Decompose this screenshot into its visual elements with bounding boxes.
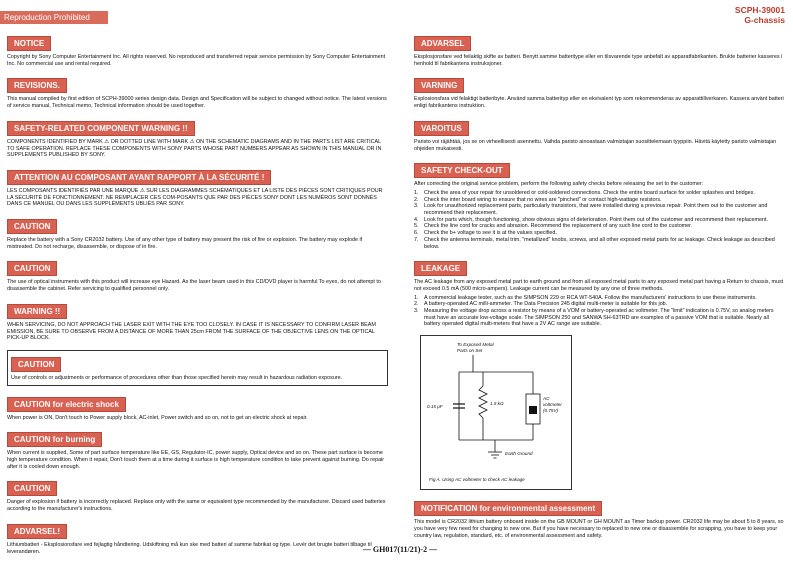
notice-text: Copyright by Sony Computer Entertainment Inc. All rights reserved. No reproduced and transferred repair service permission by Sony Computer Entertainment Inc. No commercial use and rental required. <box>7 54 386 67</box>
varning-heading: VARNING <box>414 78 464 93</box>
burning-heading: CAUTION for burning <box>7 432 102 447</box>
burning-section <box>7 429 388 470</box>
warning-heading: WARNING !! <box>7 304 67 319</box>
varoitus-section <box>414 118 785 152</box>
voltmeter-label-3: (0.75V) <box>543 408 559 414</box>
safety-text: COMPONENTS IDENTIFIED BY MARK ⚠ OR DOTTED LINE WITH MARK ⚠ ON THE SCHEMATIC DIAGRAMS AND IN THE PARTS LIST ARE CRITICAL TO SAFE OPERATION. REPLACE THESE COMPONENTS WITH SONY PARTS WHOSE PART NUMBERS APPEAR AS SHOWN IN THIS MANUAL OR IN SUPPLEMENTS PUBLISHED BY SONY. <box>7 138 382 159</box>
list-number: 3. <box>414 308 419 315</box>
caution-optical-text: The use of optical instruments with this product will increase eye Hazard. As the laser beam used in this CD/DVD player is harmful To eyes, do not attempt to disassemble the cabinet. Refer servicing to qualified personnel only. <box>7 279 381 293</box>
attention-text: LES COMPOSANTS IDENTIFIÉS PAR UNE MARQUE ⚠ SUR LES DIAGRAMMES SCHÉMATIQUES ET LA LISTE DES PIÈCES SONT CRITIQUES POUR LA SÉCURITÉ DE FONCTIONNEMENT. NE REMPLACER CES COM-POSANTS QUE PAR DES PIÈCES SONY DONT LES NUMÉROS SONT DONNÉS DANS CE MANUEL OU DANS LES SUPPLÉMENTS UBLIÉS PAR SONY. <box>7 187 383 208</box>
leakage-section <box>414 258 785 490</box>
attention-section <box>7 167 388 208</box>
list-item <box>414 190 785 197</box>
figure-label-top-1: To Exposed Metal <box>457 342 494 348</box>
list-number: 7. <box>414 236 419 243</box>
shock-text: When power is ON, Don't touch to Power supply block, AC-inlet, Power switch and so on, not to get an electric shock at repair. <box>7 414 308 421</box>
advarsel-danish-text: Lithiumbatteri - Eksplosionsfare ved fejlagtig håndtering. Udskiftning må kun ske med batteri af samme fabrikat og type. Levér det brugte batteri tilbage til leverandøren. <box>7 541 372 555</box>
voltmeter-display <box>529 406 537 414</box>
notification-text: This model is CR2032 lithium battery onboard inside on the GB MOUNT or GH MOUNT as Timer backup power. CR2032 life may be about 5 to 8 years, so you have very few need for changing to new one. But if you have necessary to replaced to new one or disassemble for scrapping, you have to keep your country law, regulation, standard, etc. of environmental assessment and safety. <box>414 519 784 539</box>
list-text: Check the inter board wiring to ensure that no wires are "pinched" or contact high-wattage resistors. <box>424 196 662 203</box>
list-text: Look for unauthorized replacement parts, particularly transistors, that were installed during a previous repair. Point them out to the customer and recommend their replacement. <box>424 203 768 217</box>
shock-section <box>7 394 388 422</box>
list-item <box>414 203 785 216</box>
chassis-name: G-chassis <box>744 15 785 25</box>
notification-section <box>414 498 785 539</box>
caution-battery-text: Replace the battery with a Sony CR2032 battery. Use of any other type of battery may present the risk of fire or explosion. The battery may explode if mistreated. Do not recharge, disassemble, or dispose of in fire. <box>7 237 363 250</box>
leakage-heading: LEAKAGE <box>414 261 467 276</box>
figure-caption: Fig A. Using AC voltmeter to check AC leakage <box>429 477 525 483</box>
list-item <box>414 223 785 230</box>
ground-label: Earth Ground <box>505 451 533 457</box>
advarsel-norwegian-heading: ADVARSEL <box>414 36 471 51</box>
varoitus-heading: VAROITUS <box>414 121 469 136</box>
list-number: 1. <box>414 189 419 196</box>
caution-battery-section <box>7 216 388 250</box>
attention-heading: ATTENTION AU COMPOSANT AYANT RAPPORT À LA SÉCURITÉ ! <box>7 170 271 185</box>
leakage-figure <box>420 335 572 490</box>
revisions-section <box>7 75 388 109</box>
page-footer: — GH017(11/21)-2 — <box>362 545 438 554</box>
shock-heading: CAUTION for electric shock <box>7 397 126 412</box>
safety-heading: SAFETY-RELATED COMPONENT WARNING !! <box>7 121 195 136</box>
warning-section <box>7 301 388 342</box>
voltmeter-label-1: AC <box>543 396 550 402</box>
advarsel-danish-heading: ADVARSEL! <box>7 524 67 539</box>
caution-explosion-heading: CAUTION <box>7 481 57 496</box>
caution-controls-heading: CAUTION <box>11 357 61 372</box>
varning-text: Explosionsfara vid felaktigt batteribyte. Använd samma batterityp eller en ekvivalent typ som rekommenderas av apparattillverkaren. Kassera använt batteri enligt fabrikantens instruktion. <box>414 96 784 110</box>
figure-label-top-2: Parts on Set <box>457 348 483 354</box>
list-item <box>414 197 785 204</box>
list-text: A commercial leakage tester, such as the SIMPSON 229 or RCA WT-540A. Follow the manufacturers' instructions to use these instruments. <box>424 294 757 301</box>
caution-controls-section <box>7 350 388 386</box>
list-text: A battery-operated AC milli-ammeter. The Data Precision 245 digital multi-meter is suitable for this job. <box>424 301 668 308</box>
caution-optical-section <box>7 258 388 292</box>
notice-section <box>7 33 388 67</box>
warning-text: WHEN SERVICING, DO NOT APPROACH THE LASER EXIT WITH THE EYE TOO CLOSELY. IN CASE IT IS NECESSARY TO CONFIRM LASER BEAM EMISSION, BE SURE TO OBSERVE FROM A DISTANCE OF MORE THAN 25cm FROM THE SURFACE OF THE OBJECTIVE LENS ON THE OPTICAL PICK-UP BLOCK. <box>7 321 376 342</box>
list-number: 5. <box>414 223 419 230</box>
revisions-text: This manual compiled by first edition of SCPH-39000 series design data. Design and Specification will be subject to changed without notice. The latest versions of service manual, Technical memo, Technical information should be used together. <box>7 96 387 110</box>
list-number: 2. <box>414 301 419 308</box>
list-item <box>414 237 785 250</box>
capacitor-label: 0.15 μF <box>427 404 443 410</box>
advarsel-norwegian-text: Eksplosjonsfare ved feilaktig skifte av batteri. Benytt samme batteritype eller en tilsvarende type anbefalt av apparatfabrikanten. Brukte batterier kasseres i henhold til fabrikantens instruksjoner. <box>414 54 783 67</box>
reproduction-stamp: Reproduction Prohibited <box>0 11 108 24</box>
varning-section <box>414 75 785 109</box>
list-number: 3. <box>414 203 419 210</box>
list-item <box>414 301 785 308</box>
list-text: Check the antenna terminals, metal trim, "metallized" knobs, screws, and all other exposed metal parts for ac leakage. Check leakage as described below. <box>424 236 775 250</box>
list-text: Measuring the voltage drop across a resistor by means of a VOM or battery-operated ac voltmeter. The "limit" indication is 0.75V, so analog meters must have an accurate low-voltage scale. The SIMPSON 250 and SANWA SH-63TRD are examples of a passive VOM that is suitable. Nearly all battery operated digital multi-meters that have a 2V AC range are suitable. <box>424 308 774 328</box>
list-number: 1. <box>414 294 419 301</box>
caution-battery-heading: CAUTION <box>7 219 57 234</box>
left-column <box>7 33 388 561</box>
model-number: SCPH-39001 <box>734 5 785 15</box>
leakage-intro: The AC leakage from any exposed metal part to earth ground and from all exposed metal parts to any exposed metal part having a Return to chassis, must not exceed 0.5 mA (500 micro-ampers). Leakage current can be measured by any one of three methods. <box>414 279 784 292</box>
list-text: Check the area of your repair for unsoldered or cold-soldered connections. Check the entire board surface for solder splashes and bridges. <box>424 189 755 196</box>
advarsel-norwegian-section <box>414 33 785 67</box>
list-text: Check the b+ voltage to see it is at the values specified. <box>424 230 557 237</box>
resistor-symbol <box>479 386 487 418</box>
caution-controls-text: Use of controls or adjustments or performance of procedures other than those specified herein may result in hazardous radiation exposure. <box>11 374 343 381</box>
list-item <box>414 308 785 328</box>
caution-optical-heading: CAUTION <box>7 261 57 276</box>
right-column <box>414 33 785 547</box>
model-header <box>735 5 785 25</box>
list-item <box>414 217 785 224</box>
list-text: Check the line cord for cracks and abrasion. Recommend the replacement of any such line cord to the customer. <box>424 223 693 230</box>
leakage-list <box>414 295 785 329</box>
checkout-section <box>414 160 785 250</box>
list-number: 6. <box>414 230 419 237</box>
varoitus-text: Paristo voi räjähtää, jos se on virheellisesti asennettu. Vaihda paristo ainoastaan valmistajan suosittelemaan tyyppiin. Hävitä käytetty paristo valmistajan ohjeiden mukaisesti. <box>414 138 777 152</box>
voltmeter-label-2: voltmeter <box>543 402 562 408</box>
list-number: 4. <box>414 216 419 223</box>
resistor-label: 1.5 kΩ <box>490 401 504 407</box>
notice-heading: NOTICE <box>7 36 51 51</box>
list-text: Look for parts which, though functioning, show obvious signs of deterioration. Point them out of the customer and recommend their replacement. <box>424 216 768 223</box>
burning-text: When current is supplied, Some of part surface temperature like EE, GS, Regulator-IC, power supply, Optical device and so on. These part surface is become high temperature condition. When it repair, Don't touch them at a time during it surface is high temperature condition to take prevent against burning. Do repair after it is cooled down enough. <box>7 450 385 470</box>
checkout-intro: After correcting the original service problem, perform the following safety checks before releasing the set to the customer: <box>414 181 704 188</box>
revisions-heading: REVISIONS. <box>7 78 67 93</box>
checkout-heading: SAFETY CHECK-OUT <box>414 163 510 178</box>
notification-heading: NOTIFICATION for environmental assessment <box>414 501 602 516</box>
leakage-circuit-diagram <box>421 336 571 489</box>
caution-explosion-section <box>7 478 388 512</box>
safety-section <box>7 118 388 159</box>
caution-explosion-text: Danger of explosion if battery is incorrectly replaced. Replace only with the same or equivalent type recommended by the manufacturer. Discard used batteries according to the manufacturer's instructions. <box>7 499 386 513</box>
list-number: 2. <box>414 196 419 203</box>
checkout-list <box>414 190 785 250</box>
list-item <box>414 295 785 302</box>
list-item <box>414 230 785 237</box>
